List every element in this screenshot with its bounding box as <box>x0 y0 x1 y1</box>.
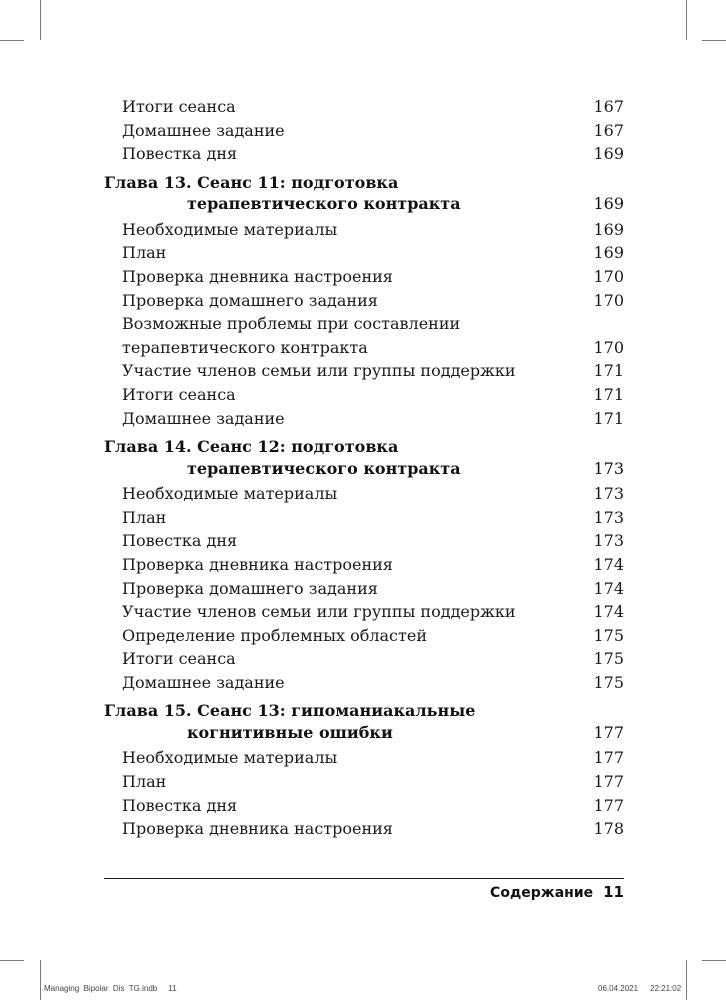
toc-entry-page: 170 <box>593 290 624 310</box>
toc-entry <box>104 218 624 242</box>
toc-entry-page: 174 <box>593 602 624 622</box>
slug-date: 06.04.2021 <box>598 984 639 993</box>
toc-entry <box>104 383 624 407</box>
toc-entry <box>104 600 624 624</box>
toc-entry-title: Итоги сеанса <box>122 97 236 116</box>
toc-entry-title: Проверка дневника настроения <box>122 819 393 839</box>
toc-entry-page: 178 <box>593 819 624 839</box>
toc-entry-page: 167 <box>593 97 624 116</box>
toc-entry <box>104 647 624 671</box>
toc-entry-page: 173 <box>593 484 624 504</box>
toc-entry <box>104 407 624 431</box>
chapter-14 <box>104 436 624 694</box>
toc-entry <box>104 482 624 506</box>
chapter-title-line2: терапевтического контракта <box>187 458 461 478</box>
running-footer <box>490 883 624 901</box>
toc-entry-page: 177 <box>593 772 624 792</box>
toc-entry-title: Домашнее задание <box>122 408 285 428</box>
chapter-title-line2: терапевтического контракта <box>187 194 461 214</box>
toc-entry-title: Повестка дня <box>122 795 238 815</box>
toc-entry-page: 170 <box>593 337 624 357</box>
chapter-title-line1: Глава 15. Сеанс 13: гипоманиакальные <box>104 701 476 721</box>
toc-entry-title: План <box>122 507 167 527</box>
footer-section-label: Содержание <box>490 885 594 901</box>
toc-entry-title: Проверка домашнего задания <box>122 578 378 598</box>
toc-entry <box>104 794 624 818</box>
crop-mark-bottom-right <box>686 960 687 1000</box>
toc-entry <box>104 359 624 383</box>
toc-entry-page: 177 <box>593 795 624 815</box>
toc-entry-page: 177 <box>593 748 624 768</box>
toc-entry <box>104 577 624 601</box>
toc-entry <box>104 817 624 841</box>
toc-entry-title: терапевтического контракта <box>122 337 368 357</box>
toc-entry-title: План <box>122 772 167 792</box>
toc-entry-page: 169 <box>593 144 624 164</box>
toc-entry <box>104 624 624 648</box>
toc-entry-title: Повестка дня <box>122 144 238 164</box>
toc-entry-title: Участие членов семьи или группы поддержки <box>122 602 516 622</box>
toc-entry-title: Итоги сеанса <box>122 384 236 404</box>
crop-mark-bottom-left <box>40 960 41 1000</box>
toc-entry-page: 169 <box>593 243 624 263</box>
table-of-contents <box>104 95 624 841</box>
toc-entry-page: 174 <box>593 554 624 574</box>
chapter-title-line1: Глава 13. Сеанс 11: подготовка <box>104 172 399 192</box>
lead-entries <box>104 95 624 166</box>
toc-entry-page: 171 <box>593 408 624 428</box>
toc-entry-title: Определение проблемных областей <box>122 625 427 645</box>
toc-entry <box>104 746 624 770</box>
crop-mark-top-left-h <box>0 40 24 41</box>
toc-entry-page: 175 <box>593 625 624 645</box>
chapter-heading <box>104 436 624 479</box>
toc-entry <box>104 336 624 360</box>
chapter-page: 173 <box>593 458 624 478</box>
toc-entry-page: 175 <box>593 649 624 669</box>
toc-entry <box>104 506 624 530</box>
footer-page-number: 11 <box>603 883 624 901</box>
chapter-page: 177 <box>593 722 624 742</box>
crop-mark-top-right-h <box>702 40 726 41</box>
toc-entry-page: 175 <box>593 672 624 692</box>
toc-entry-page: 170 <box>593 266 624 286</box>
chapter-heading <box>104 172 624 215</box>
toc-entry <box>104 265 624 289</box>
toc-entry-page: 169 <box>593 219 624 239</box>
toc-entry-title: Домашнее задание <box>122 120 285 140</box>
toc-entry <box>104 119 624 143</box>
crop-mark-top-right <box>686 0 687 40</box>
toc-entry-title: Возможные проблемы при составлении <box>122 314 461 334</box>
toc-entry-title: Необходимые материалы <box>122 219 338 239</box>
toc-entry-title: План <box>122 243 167 263</box>
footer-rule <box>104 878 624 879</box>
chapter-title-line1: Глава 14. Сеанс 12: подготовка <box>104 437 399 457</box>
chapter-heading <box>104 700 624 743</box>
crop-mark-bottom-right-h <box>702 960 726 961</box>
chapter-13 <box>104 172 624 430</box>
toc-entry-page: 171 <box>593 361 624 381</box>
chapter-15 <box>104 700 624 840</box>
toc-entry <box>104 312 624 336</box>
toc-entry <box>104 671 624 695</box>
toc-entry-page: 173 <box>593 531 624 551</box>
crop-mark-bottom-left-h <box>0 960 24 961</box>
toc-entry <box>104 95 624 119</box>
toc-entry-title: Проверка дневника настроения <box>122 266 393 286</box>
toc-entry <box>104 142 624 166</box>
toc-entry-page: 171 <box>593 384 624 404</box>
slug-time: 22:21:02 <box>650 984 682 993</box>
slug-file-name: Managing Bipolar Dis TG.indb 11 <box>44 984 177 993</box>
toc-entry-page: 173 <box>593 507 624 527</box>
toc-entry-title: Участие членов семьи или группы поддержки <box>122 361 516 381</box>
toc-entry <box>104 289 624 313</box>
toc-entry <box>104 529 624 553</box>
toc-entry-page: 167 <box>593 120 624 140</box>
chapter-title-line2: когнитивные ошибки <box>187 722 393 742</box>
toc-entry-title: Проверка домашнего задания <box>122 290 378 310</box>
toc-entry-title: Необходимые материалы <box>122 748 338 768</box>
crop-mark-top-left <box>40 0 41 40</box>
toc-entry-title: Повестка дня <box>122 531 238 551</box>
toc-entry <box>104 553 624 577</box>
toc-entry <box>104 241 624 265</box>
toc-entry-title: Итоги сеанса <box>122 649 236 669</box>
toc-entry-title: Проверка дневника настроения <box>122 554 393 574</box>
toc-entry-title: Необходимые материалы <box>122 484 338 504</box>
toc-entry-title: Домашнее задание <box>122 672 285 692</box>
chapter-page: 169 <box>593 194 624 214</box>
toc-entry-page: 174 <box>593 578 624 598</box>
toc-entry <box>104 770 624 794</box>
